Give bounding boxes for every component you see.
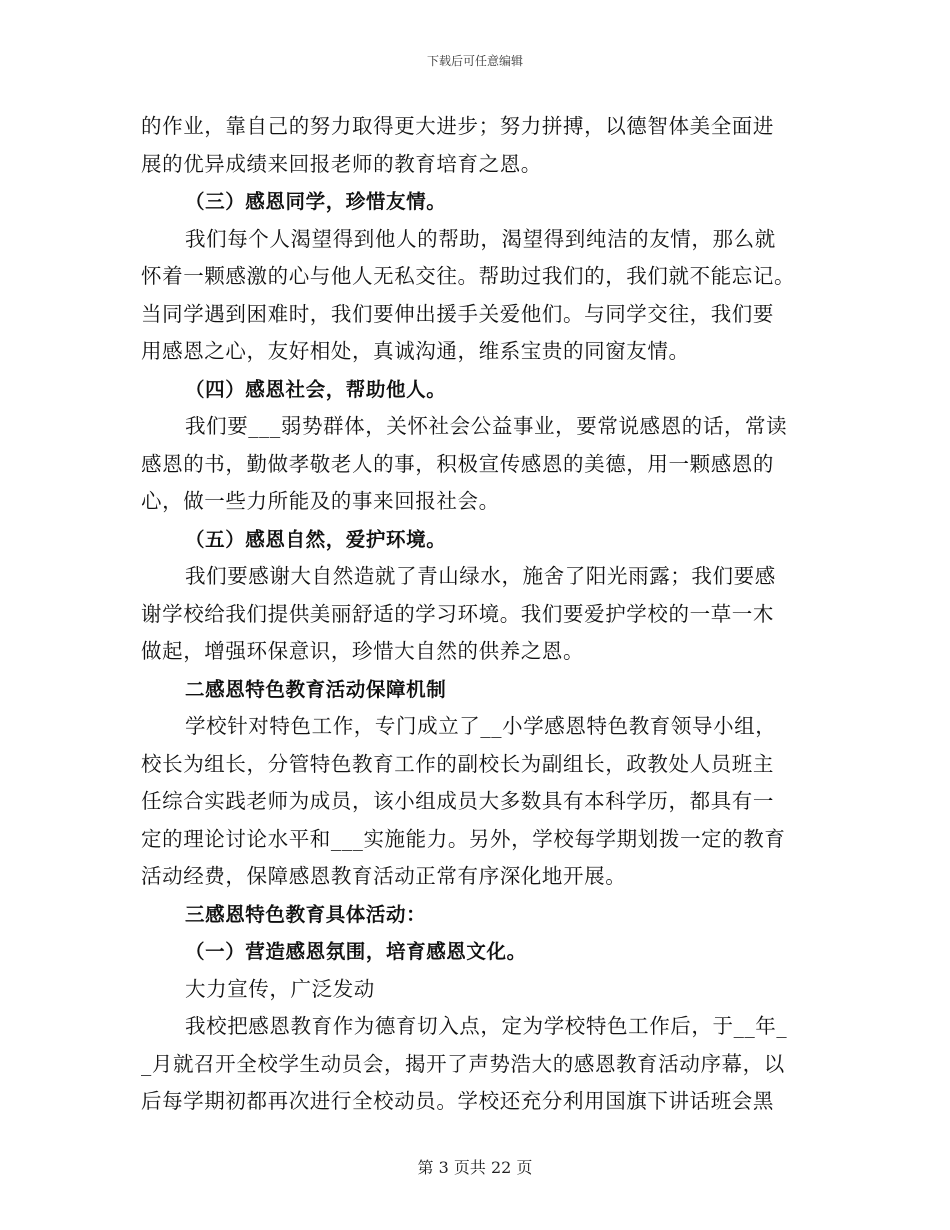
paragraph-line: 我们要___弱势群体，关怀社会公益事业，要常说感恩的话，常读 xyxy=(185,414,788,438)
paragraph-line: 心，做一些力所能及的事来回报社会。 xyxy=(141,489,500,513)
paragraph-line: 大力宣传，广泛发动 xyxy=(185,976,375,1001)
paragraph-line: 用感恩之心，友好相处，真诚沟通，维系宝贵的同窗友情。 xyxy=(141,339,690,363)
paragraph-line: 我校把感恩教育作为德育切入点，定为学校特色工作后，于__年_ xyxy=(185,1014,788,1038)
section-heading: 三感恩特色教育具体活动： xyxy=(185,902,427,926)
paragraph-line: 活动经费，保障感恩教育活动正常有序深化地开展。 xyxy=(141,864,627,888)
paragraph-line: 的作业，靠自己的努力取得更大进步；努力拼搏，以德智体美全面进 xyxy=(141,114,774,138)
paragraph-line: 感恩的书，勤做孝敬老人的事，积极宣传感恩的美德，用一颗感恩的 xyxy=(141,451,774,476)
paragraph-line: 我们要感谢大自然造就了青山绿水，施舍了阳光雨露；我们要感 xyxy=(185,564,776,588)
paragraph-line: 当同学遇到困难时，我们要伸出援手关爱他们。与同学交往，我们要 xyxy=(141,301,774,326)
paragraph-line: 做起，增强环保意识，珍惜大自然的供养之恩。 xyxy=(141,639,585,663)
page-header: 下载后可任意编辑 xyxy=(426,54,523,68)
paragraph-line: 展的优异成绩来回报老师的教育培育之恩。 xyxy=(141,151,542,176)
paragraph-line: 后每学期初都再次进行全校动员。学校还充分利用国旗下讲话班会黑 xyxy=(141,1089,774,1113)
section-heading: （五）感恩自然，爱护环境。 xyxy=(185,527,447,551)
section-heading: （三）感恩同学，珍惜友情。 xyxy=(185,190,447,213)
paragraph-line: 校长为组长，分管特色教育工作的副校长为副组长，政教处人员班主 xyxy=(141,751,774,776)
section-heading: （四）感恩社会，帮助他人。 xyxy=(185,377,447,401)
paragraph-line: 学校针对特色工作，专门成立了__小学感恩特色教育领导小组， xyxy=(185,714,777,738)
paragraph-line: 谢学校给我们提供美丽舒适的学习环境。我们要爱护学校的一草一木 xyxy=(141,601,774,626)
section-heading: （一）营造感恩氛围，培育感恩文化。 xyxy=(185,940,527,963)
paragraph-line: 怀着一颗感激的心与他人无私交往。帮助过我们的，我们就不能忘记。 xyxy=(141,264,796,288)
paragraph-line: _月就召开全校学生动员会，揭开了声势浩大的感恩教育活动序幕，以 xyxy=(141,1051,785,1076)
paragraph-line: 任综合实践老师为成员，该小组成员大多数具有本科学历，都具有一 xyxy=(141,789,774,813)
paragraph-line: 定的理论讨论水平和___实施能力。另外，学校每学期划拨一定的教育 xyxy=(141,826,786,851)
document-body xyxy=(141,108,806,1121)
section-heading: 二感恩特色教育活动保障机制 xyxy=(185,677,447,701)
page-number: 第 3 页共 22 页 xyxy=(417,1158,533,1177)
paragraph-line: 我们每个人渴望得到他人的帮助，渴望得到纯洁的友情，那么就 xyxy=(185,226,776,251)
